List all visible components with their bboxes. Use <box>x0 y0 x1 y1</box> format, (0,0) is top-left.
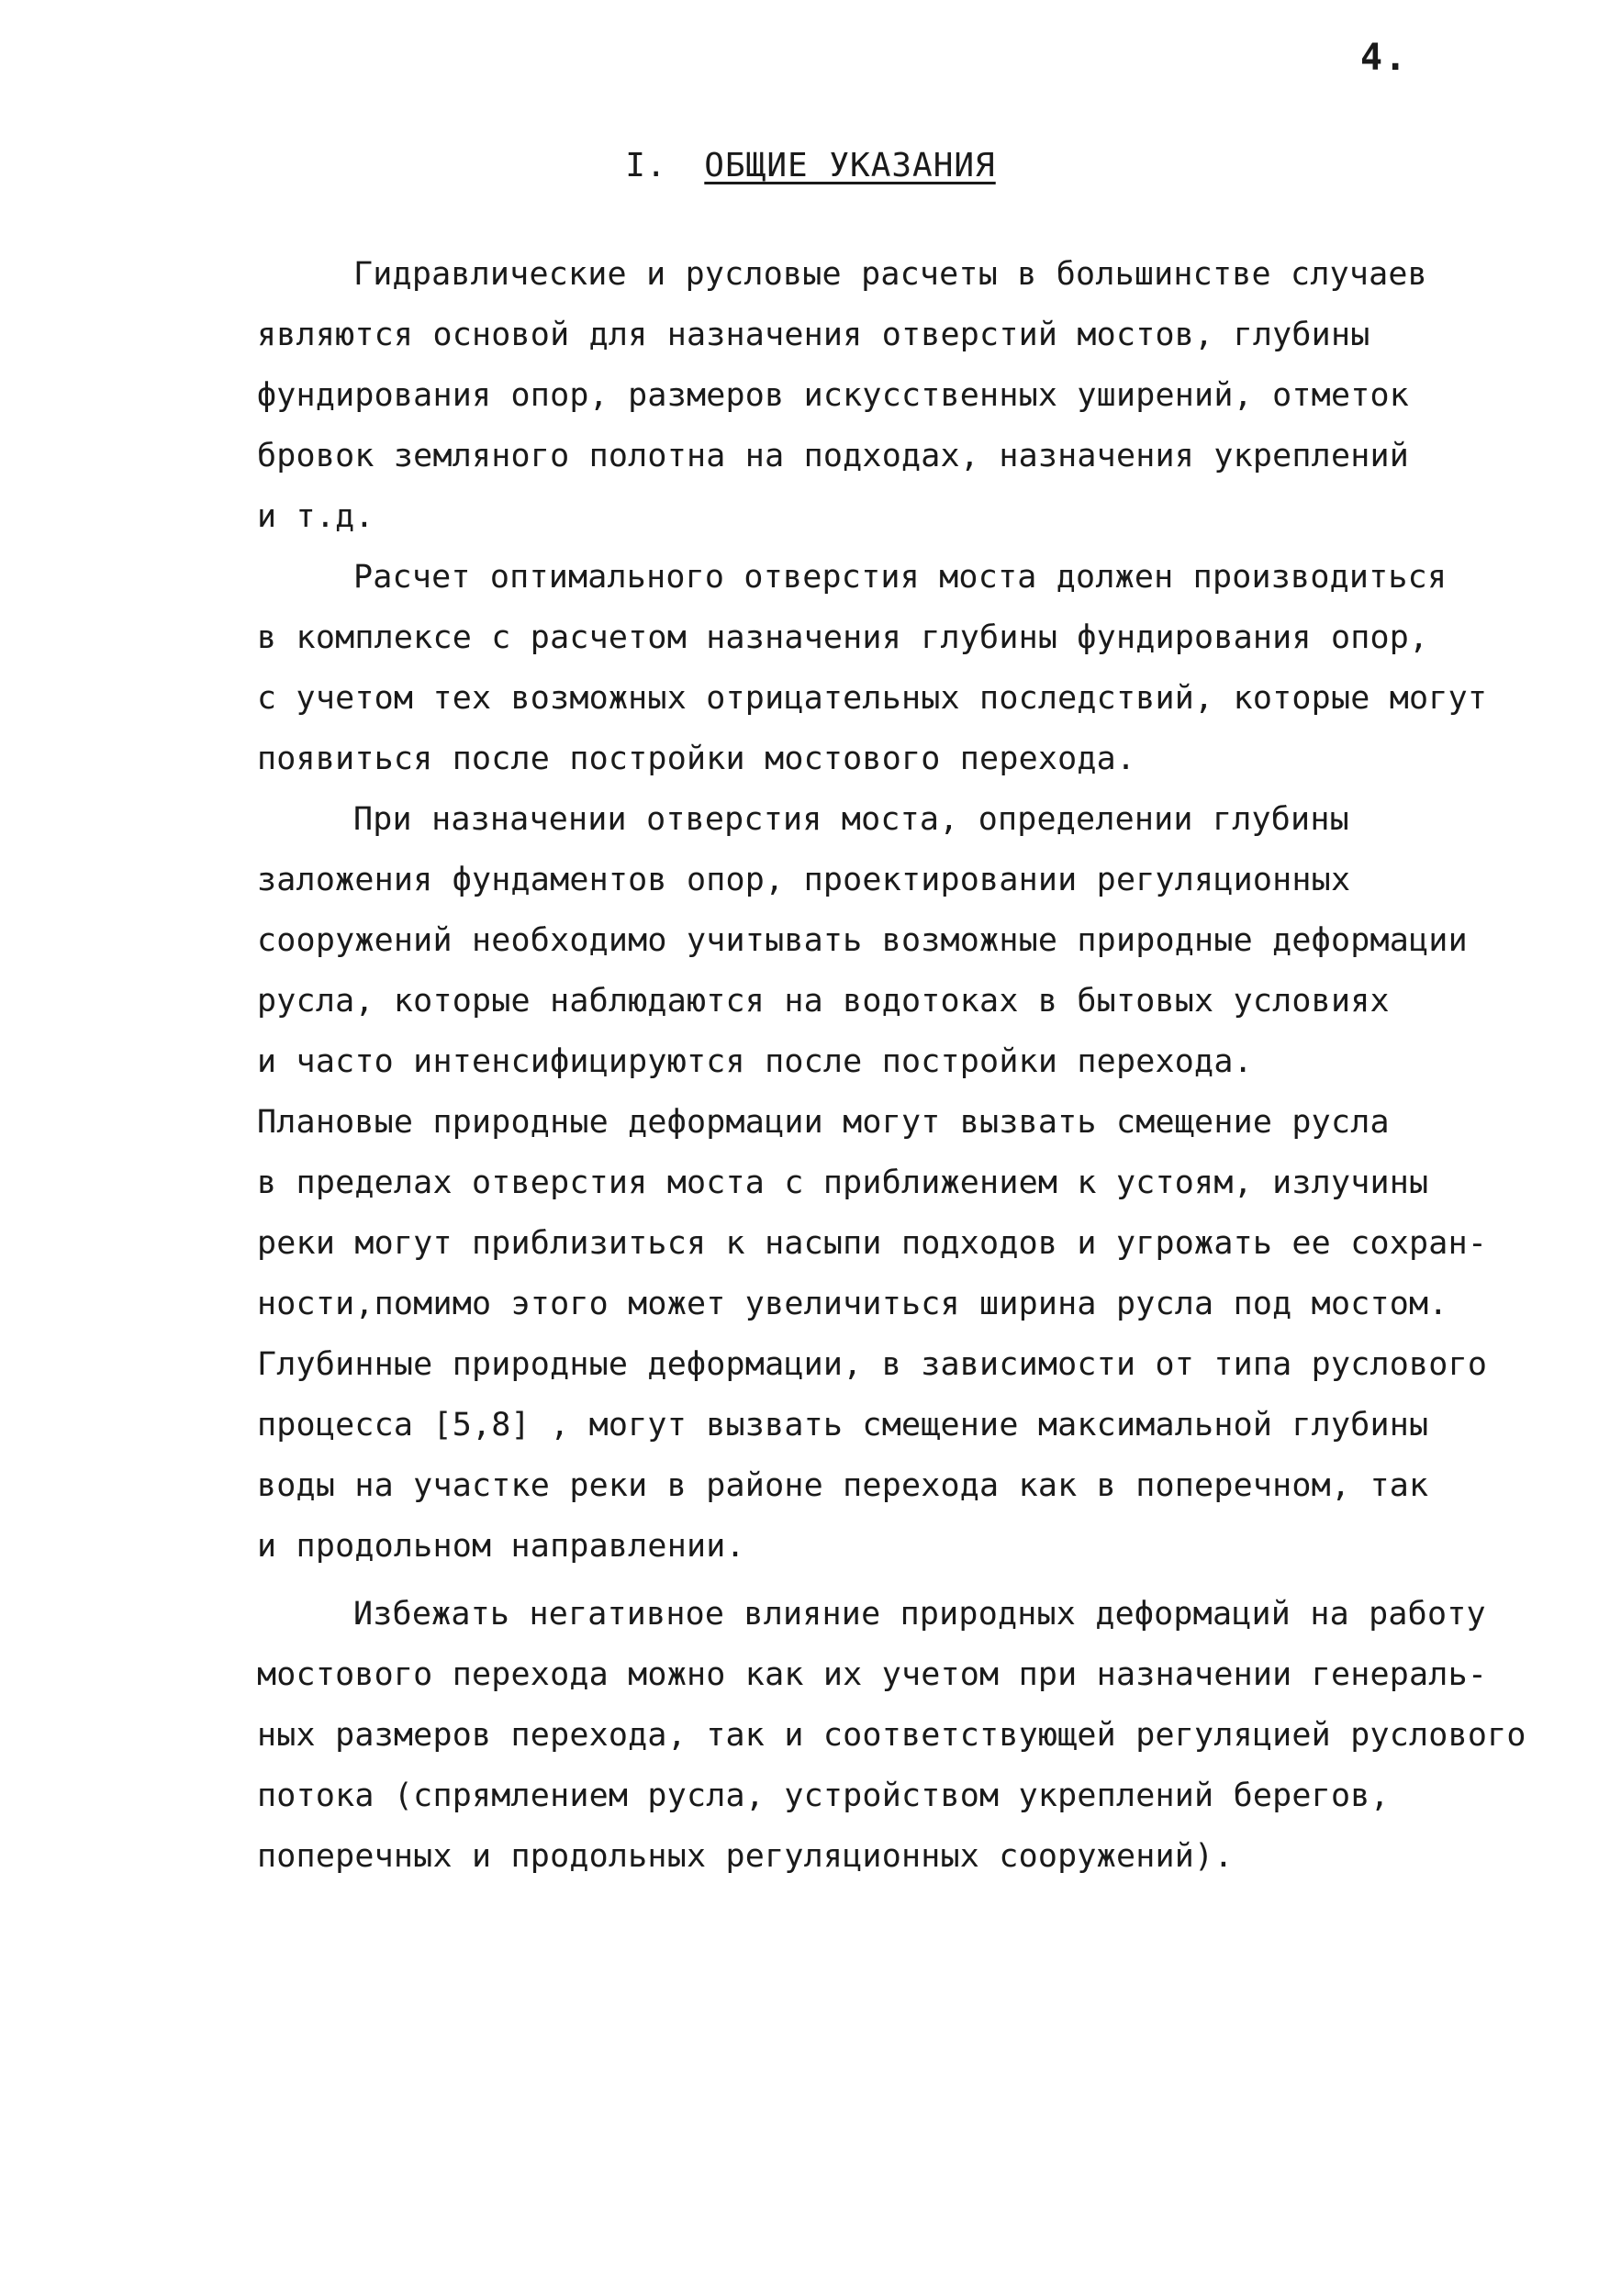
text-line: с учетом тех возможных отрицательных последствий, которые могут <box>257 680 1488 717</box>
page-number: 4. <box>1360 37 1409 79</box>
text-line: При назначении отверстия моста, определении глубины <box>353 801 1349 838</box>
text-line: появиться после постройки мостового перехода. <box>257 741 1136 777</box>
section-heading <box>0 147 1621 184</box>
text-line: Гидравлические и русловые расчеты в большинстве случаев <box>353 256 1427 293</box>
text-line: сооружений необходимо учитывать возможные природные деформации <box>257 922 1468 959</box>
text-line: являются основой для назначения отверстий мостов, глубины <box>257 317 1370 353</box>
text-line: процесса [5,8] , могут вызвать смещение максимальной глубины <box>257 1407 1429 1443</box>
text-line: ных размеров перехода, так и соответствующей регуляцией руслового <box>257 1717 1526 1754</box>
text-line: Расчет оптимального отверстия моста должен производиться <box>353 559 1448 596</box>
text-line: русла, которые наблюдаются на водотоках в бытовых условиях <box>257 983 1390 1020</box>
section-number: I. <box>625 147 667 184</box>
text-line: фундирования опор, размеров искусственных уширений, отметок <box>257 377 1410 414</box>
text-line: ности,помимо этого может увеличиться ширина русла под мостом. <box>257 1286 1448 1322</box>
text-line: мостового перехода можно как их учетом при назначении генераль- <box>257 1656 1488 1693</box>
text-line: в комплексе с расчетом назначения глубины фундирования опор, <box>257 619 1429 656</box>
text-line: и т.д. <box>257 498 375 535</box>
text-line: воды на участке реки в районе перехода как в поперечном, так <box>257 1467 1429 1504</box>
text-line: реки могут приблизиться к насыпи подходов и угрожать ее сохран- <box>257 1225 1488 1262</box>
text-line: в пределах отверстия моста с приближением к устоям, излучины <box>257 1165 1429 1201</box>
text-line: Плановые природные деформации могут вызвать смещение русла <box>257 1104 1390 1141</box>
text-line: заложения фундаментов опор, проектировании регуляционных <box>257 862 1351 898</box>
text-line: поперечных и продольных регуляционных сооружений). <box>257 1838 1234 1875</box>
text-line: потока (спрямлением русла, устройством укреплений берегов, <box>257 1778 1390 1814</box>
text-line: Избежать негативное влияние природных деформаций на работу <box>353 1596 1486 1633</box>
text-line: Глубинные природные деформации, в зависимости от типа руслового <box>257 1346 1488 1383</box>
text-line: бровок земляного полотна на подходах, назначения укреплений <box>257 438 1410 474</box>
text-line: и продольном направлении. <box>257 1528 745 1565</box>
section-title: ОБЩИЕ УКАЗАНИЯ <box>704 147 996 184</box>
text-line: и часто интенсифицируются после постройки перехода. <box>257 1043 1253 1080</box>
